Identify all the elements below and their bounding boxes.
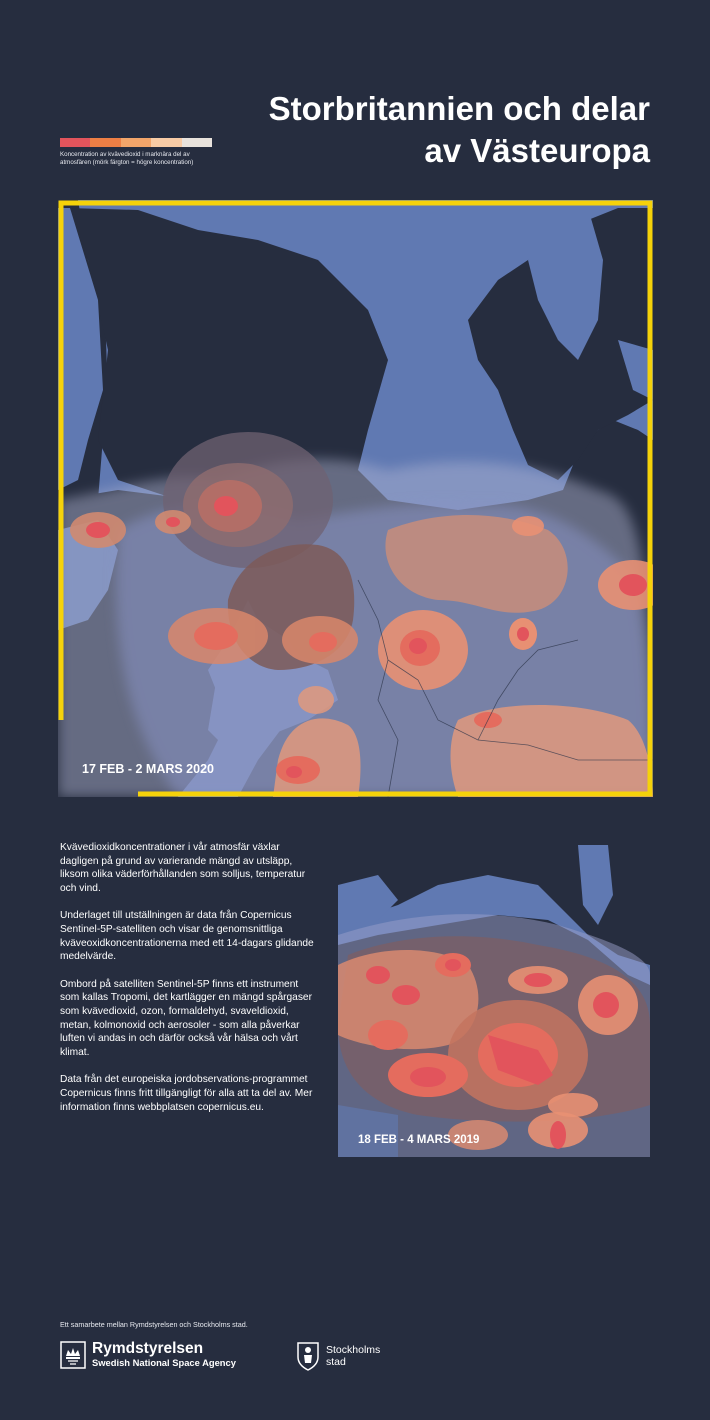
paragraph: Ombord på satelliten Sentinel-5P finns ett instrument som kallas Tropomi, det kartlägger en mängd spårgaser som kvävedioxid, ozon, formaldehyd, svaveldioxid, metan, kolmonoxid och aerosoler - som alla påverkar luften vi andas in och därför också vår hälsa och vårt klimat.	[60, 978, 312, 1058]
rymdstyrelsen-name: Rymdstyrelsen	[92, 1340, 204, 1357]
paragraph: Kvävedioxidkoncentrationer i vår atmosfär växlar dagligen på grund av varierande mängd av utsläpp, liksom olika väderförhållanden som solljus, temperatur och vind.	[60, 842, 306, 894]
no2-concentration-layers	[338, 914, 650, 1157]
legend-swatch	[90, 138, 120, 147]
concentration-legend	[60, 138, 212, 167]
date-label-2020: 17 FEB - 2 MARS 2020	[82, 762, 214, 776]
stockholm-stad-logo	[296, 1341, 380, 1371]
page-title: Storbritannien och delar av Västeuropa	[268, 90, 650, 169]
st-erik-shield-icon	[296, 1341, 320, 1371]
map-canvas-2020	[58, 200, 653, 797]
no2-map-2019	[338, 845, 650, 1157]
stockholm-line2: stad	[326, 1356, 346, 1368]
date-label-2019: 18 FEB - 4 MARS 2019	[358, 1134, 480, 1146]
no2-map-2020	[58, 200, 653, 797]
stockholm-line1: Stockholms	[326, 1344, 381, 1356]
legend-swatch	[121, 138, 151, 147]
rymdstyrelsen-logo	[60, 1340, 236, 1369]
legend-swatch	[182, 138, 212, 147]
legend-swatch	[60, 138, 90, 147]
legend-color-scale	[60, 138, 212, 147]
crown-icon	[60, 1341, 86, 1369]
legend-caption: Koncentration av kvävedioxid i marknära del av atmosfären (mörk färgton = högre koncentration)	[60, 151, 194, 166]
paragraph: Underlaget till utställningen är data från Copernicus Sentinel-5P-satelliten och visar de genomsnittliga kväveoxidkoncentrationerna med ett 14-dagars glidande medelvärde.	[60, 910, 314, 963]
no2-concentration-layers	[58, 432, 653, 797]
collaboration-note: Ett samarbete mellan Rymdstyrelsen och Stockholms stad.	[60, 1320, 248, 1329]
description-text	[60, 841, 318, 1128]
legend-swatch	[151, 138, 181, 147]
rymdstyrelsen-subtitle: Swedish National Space Agency	[92, 1357, 236, 1368]
map-canvas-2019	[338, 845, 650, 1157]
paragraph: Data från det europeiska jordobservations-programmet Copernicus finns fritt tillgängligt för alla att ta del av. Mer information finns webbplatsen copernicus.eu.	[60, 1074, 313, 1113]
